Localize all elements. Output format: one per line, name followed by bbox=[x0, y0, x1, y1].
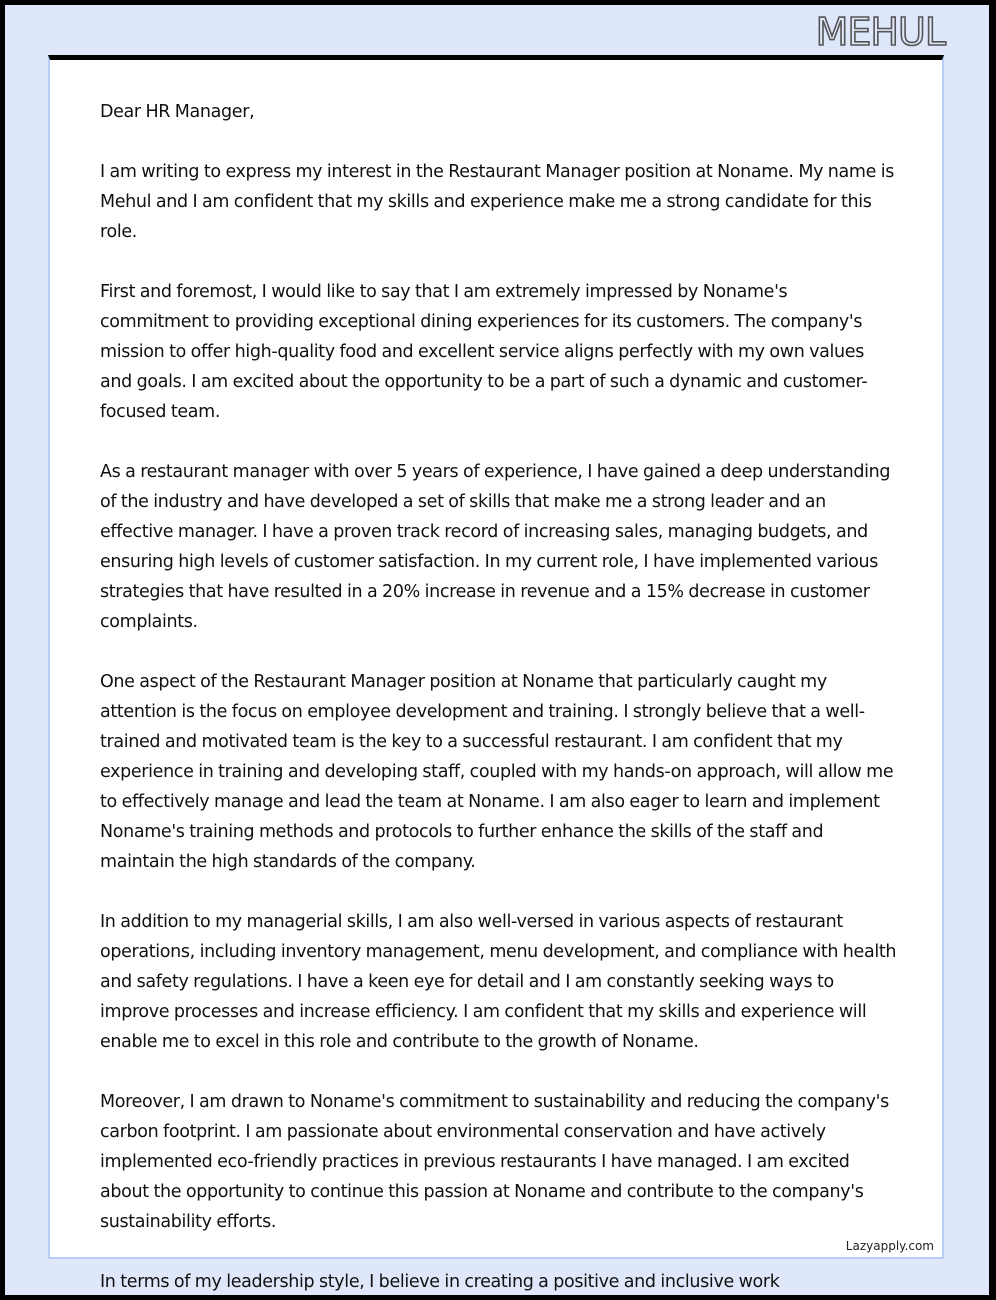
paragraph-experience: As a restaurant manager with over 5 years of experience, I have gained a deep understanding of the industry and have developed a set of skills that make me a strong leader and an effective manager. I have a proven track record of increasing sales, managing budgets, and ensuring high levels of customer satisfaction. In my current role, I have implemented various strategies that have resulted in a 20% increase in revenue and a 15% decrease in customer complaints. bbox=[100, 462, 891, 632]
document-frame bbox=[5, 5, 989, 1295]
watermark: Lazyapply.com bbox=[845, 1239, 934, 1253]
cover-letter-body bbox=[100, 97, 900, 1295]
paragraph-intro: I am writing to express my interest in the Restaurant Manager position at Noname. My name is Mehul and I am confident that my skills and experience make me a strong candidate for this role. bbox=[100, 162, 895, 242]
salutation: Dear HR Manager, bbox=[100, 102, 255, 122]
paragraph-training: One aspect of the Restaurant Manager position at Noname that particularly caught my attention is the focus on employee development and training. I strongly believe that a well-trained and motivated team is the key to a successful restaurant. I am confident that my experience in training and developing staff, coupled with my hands-on approach, will allow me to effectively manage and lead the team at Noname. I am also eager to learn and implement Noname's training methods and protocols to further enhance the skills of the staff and maintain the high standards of the company. bbox=[100, 672, 894, 872]
paragraph-sustainability: Moreover, I am drawn to Noname's commitment to sustainability and reducing the company's carbon footprint. I am passionate about environmental conservation and have actively implemented eco-friendly practices in previous restaurants I have managed. I am excited about the opportunity to continue this passion at Noname and contribute to the company's sustainability efforts. bbox=[100, 1092, 889, 1232]
paragraph-leadership: In terms of my leadership style, I believe in creating a positive and inclusive work bbox=[100, 1272, 780, 1292]
paragraph-company: First and foremost, I would like to say that I am extremely impressed by Noname's commitment to providing exceptional dining experiences for its customers. The company's mission to offer high-quality food and excellent service aligns perfectly with my own values and goals. I am excited about the opportunity to be a part of such a dynamic and customer-focused team. bbox=[100, 282, 868, 422]
paragraph-operations: In addition to my managerial skills, I am also well-versed in various aspects of restaurant operations, including inventory management, menu development, and compliance with health and safety regulations. I have a keen eye for detail and I am constantly seeking ways to improve processes and increase efficiency. I am confident that my skills and experience will enable me to excel in this role and contribute to the growth of Noname. bbox=[100, 912, 897, 1052]
brand-name: MEHUL bbox=[815, 10, 945, 54]
